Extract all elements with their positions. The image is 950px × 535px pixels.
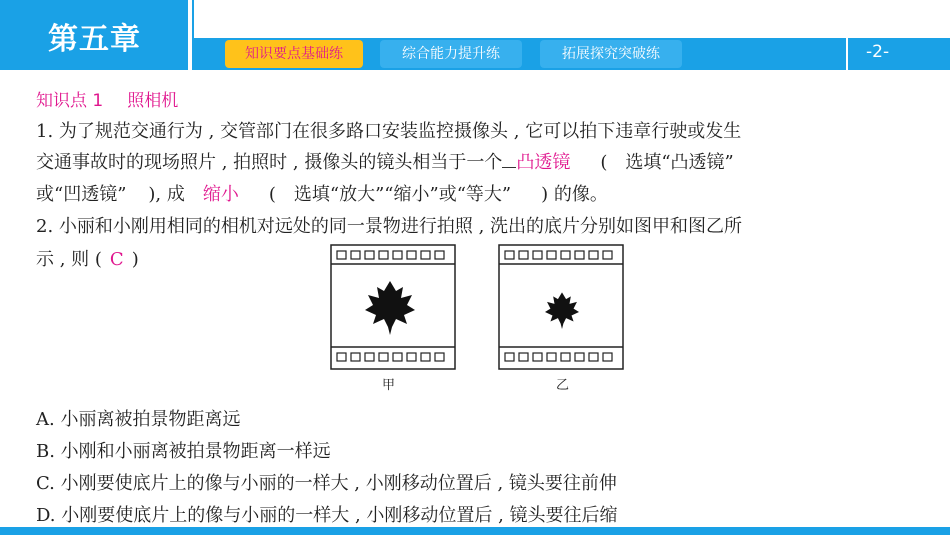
q2-line-2	[36, 245, 139, 271]
page-number: -2-	[866, 42, 890, 62]
tab-basic-practice[interactable]: 知识要点基础练	[225, 40, 363, 68]
q1-line-2-hint: ( 选填“凸透镜”	[600, 152, 734, 173]
answer-reduced: 缩小	[202, 184, 239, 205]
answer-blank	[502, 150, 516, 168]
q2-line-1: 2. 小丽和小刚用相同的相机对远处的同一景物进行拍照 , 洗出的底片分别如图甲和图乙所	[36, 216, 743, 237]
q2-line-2-close: )	[131, 249, 139, 270]
tab-extension-exploration[interactable]: 拓展探究突破练	[540, 40, 682, 68]
q1-line-2	[36, 148, 734, 174]
figure-label-jia: 甲	[382, 378, 396, 393]
q1-line-3-end: ) 的像。	[541, 184, 608, 205]
q1-line-3	[36, 180, 608, 206]
section-heading	[36, 86, 178, 111]
q1-line-3-text: ), 成	[148, 184, 185, 205]
chapter-title: 第五章	[48, 22, 141, 57]
q1-line-3-hint: 或“凹透镜”	[36, 184, 127, 205]
option-a: A. 小丽离被拍景物距离远	[36, 409, 241, 430]
q1-line-2-text: 交通事故时的现场照片 , 拍照时 , 摄像头的镜头相当于一个	[36, 152, 503, 173]
q1-line-1: 1. 为了规范交通行为 , 交管部门在很多路口安装监控摄像头 , 它可以拍下违章行驶或发生	[36, 121, 742, 142]
film-negative-yi	[498, 244, 624, 370]
answer-c: C	[109, 249, 124, 270]
q2-line-2-text: 示 , 则 (	[36, 249, 102, 270]
section-prefix: 知识点 1	[36, 91, 104, 111]
q1-line-3-options: ( 选填“放大”“缩小”或“等大”	[268, 184, 512, 205]
film-negative-jia	[330, 244, 456, 370]
bottom-bar	[0, 527, 950, 535]
option-d: D. 小刚要使底片上的像与小丽的一样大 , 小刚移动位置后 , 镜头要往后缩	[36, 505, 618, 526]
answer-convex-lens: 凸透镜	[516, 152, 571, 173]
option-b: B. 小刚和小丽离被拍景物距离一样远	[36, 441, 331, 462]
tab-separator	[846, 38, 848, 70]
option-c: C. 小刚要使底片上的像与小丽的一样大 , 小刚移动位置后 , 镜头要往前伸	[36, 473, 617, 494]
figure-label-yi: 乙	[556, 378, 570, 393]
section-title: 照相机	[127, 91, 179, 111]
tab-ability-improvement[interactable]: 综合能力提升练	[380, 40, 522, 68]
